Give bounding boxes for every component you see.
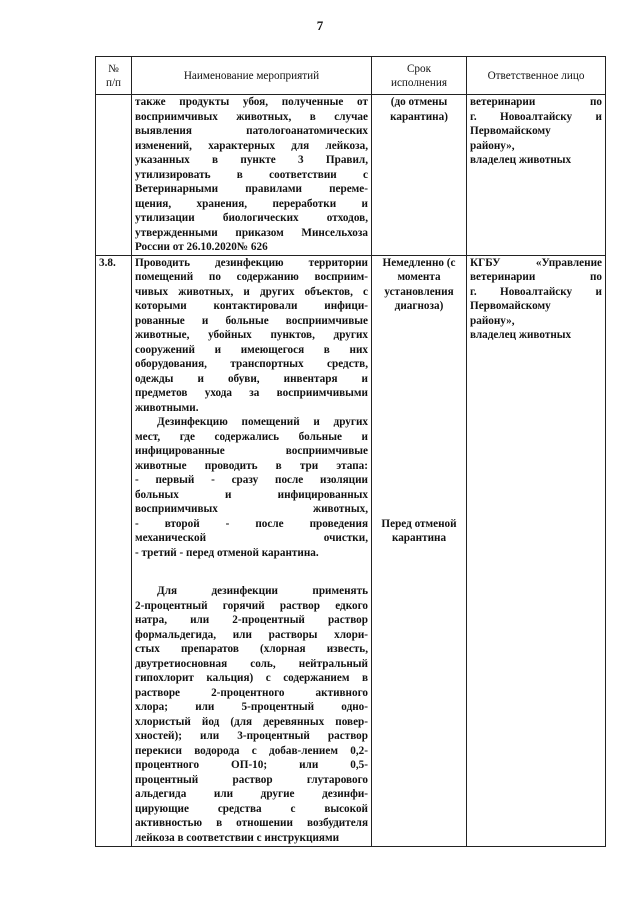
table-row [96, 255, 606, 846]
term-text [375, 95, 463, 124]
text-line: району», [470, 314, 515, 327]
header-term: Срок исполнения [372, 57, 467, 95]
text-line: мест, где содержались больные и [135, 430, 368, 443]
text-line: г. Новоалтайску и [470, 285, 602, 298]
text-line: активностью в отношении возбудителя [135, 817, 368, 829]
measure-text-cell [132, 255, 372, 846]
term-text [375, 256, 463, 314]
text-line: выявления патологоанатомических [135, 125, 368, 137]
text-line: России от 26.10.2020№ 626 [135, 241, 268, 253]
text-line: Для дезинфекции применять [157, 585, 368, 597]
text-line: которыми контактировали инфици- [135, 300, 368, 312]
row-number-cell [96, 95, 132, 256]
text-line: животными. [135, 401, 199, 414]
table-row [96, 95, 606, 256]
text-line: перекиси водорода с добав-лением 0,2- [135, 744, 368, 757]
text-line: процентного ОП-10; или 0,5- [135, 759, 368, 771]
text-line: больных и инфицированных [135, 488, 368, 501]
text-line: (до отмены [390, 96, 448, 108]
text-line: сооружений и имеющегося в них [135, 343, 368, 356]
text-line: Дезинфекцию помещений и других [157, 416, 368, 428]
measure-paragraph-1 [135, 256, 368, 416]
measure-paragraph-3 [135, 584, 368, 845]
text-line: Ветеринарными правилами переме- [135, 183, 368, 195]
text-line: также продукты убоя, полученные от [135, 96, 368, 108]
row-number-cell: 3.8. [96, 255, 132, 846]
text-line: цирующие средства с высокой [135, 802, 368, 815]
measure-paragraph-2 [135, 415, 368, 560]
term-cell [372, 95, 467, 256]
text-line: г. Новоалтайску и [470, 110, 602, 123]
measure-text-cell [132, 95, 372, 256]
text-line: диагноза) [394, 300, 444, 312]
header-responsible: Ответственное лицо [467, 57, 606, 95]
text-line: району», [470, 139, 515, 152]
text-line: одежды и обуви, инвентаря и [135, 372, 368, 385]
text-line: стых препаратов (хлорная известь, [135, 643, 368, 655]
text-line: предметов ухода за восприимчивыми [135, 387, 368, 399]
text-line: помещений по содержанию восприим- [135, 271, 368, 283]
text-line: механической очистки, [135, 532, 368, 544]
text-line: рованные и больные восприимчивые [135, 314, 368, 327]
text-line: владелец животных [470, 329, 572, 341]
text-line: карантина) [390, 110, 448, 123]
text-line: лейкоза в соответствии с инструкциями [135, 831, 340, 844]
text-line: - третий - перед отменой карантина. [135, 546, 319, 559]
text-line: восприимчивых животных, [135, 503, 368, 515]
text-line: восприимчивых животных, в случае [135, 110, 368, 123]
text-line: указанных в пункте 3 Правил, [135, 154, 368, 166]
text-line: гипохлорит кальция) с содержанием в [135, 672, 368, 684]
text-line: карантина [391, 532, 447, 544]
text-line: утилизации биологических отходов, [135, 212, 368, 224]
responsible-text [470, 256, 602, 343]
text-line: Первомайскому [470, 300, 551, 312]
page-number: 7 [316, 18, 324, 33]
text-line: изменений, характерных для лейкоза, [135, 139, 368, 152]
text-line: хностей); или 3-процентный раствор [135, 730, 368, 742]
text-line: щения, хранения, переработки и [135, 197, 368, 210]
text-line: оборудования, транспортных средств, [135, 358, 368, 370]
text-line: владелец животных [470, 154, 572, 166]
text-line: ветеринарии по [470, 96, 602, 108]
text-line: ветеринарии по [470, 271, 602, 283]
term-text-final [375, 517, 463, 546]
text-line: утилизировать в соответствии с [135, 168, 368, 181]
text-line: КГБУ «Управление [470, 256, 602, 269]
text-line: Перед отменой [381, 517, 457, 530]
text-line: Проводить дезинфекцию территории [135, 256, 368, 269]
text-line: альдегида или другие дезинфи- [135, 788, 368, 800]
term-cell [372, 255, 467, 846]
measures-table [95, 56, 606, 847]
header-name: Наименование мероприятий [132, 57, 372, 95]
text-line: утвержденными приказом Минсельхоза [135, 226, 368, 239]
text-line: Первомайскому [470, 125, 551, 137]
text-line: 2-процентный горячий раствор едкого [135, 599, 368, 612]
text-line: установления [384, 285, 454, 298]
header-number: № п/п [96, 57, 132, 95]
table-header-row [96, 57, 606, 95]
text-line: хлора; или 5-процентный одно- [135, 701, 368, 713]
text-line: чивых животных, и других объектов, с [135, 285, 368, 298]
text-line: животные, убойных пунктов, других [135, 329, 368, 341]
responsible-cell [467, 255, 606, 846]
text-line: Немедленно (с [382, 256, 456, 269]
responsible-cell [467, 95, 606, 256]
text-line: растворе 2-процентного активного [135, 686, 368, 699]
responsible-text [470, 95, 602, 168]
text-line: - первый - сразу после изоляции [135, 474, 368, 486]
text-line: хлористый йод (для деревянных повер- [135, 715, 368, 728]
text-line: - второй - после проведения [135, 517, 368, 530]
text-line: натра, или 2-процентный раствор [135, 614, 368, 626]
measure-text [135, 95, 368, 255]
text-line: процентный раствор глутарового [135, 773, 368, 786]
text-line: формальдегида, или растворы хлори- [135, 628, 368, 641]
text-line: момента [397, 271, 441, 283]
text-line: инфицированные восприимчивые [135, 445, 368, 457]
text-line: животные проводить в три этапа: [135, 459, 368, 472]
text-line: двутретиосновная соль, нейтральный [135, 657, 368, 670]
